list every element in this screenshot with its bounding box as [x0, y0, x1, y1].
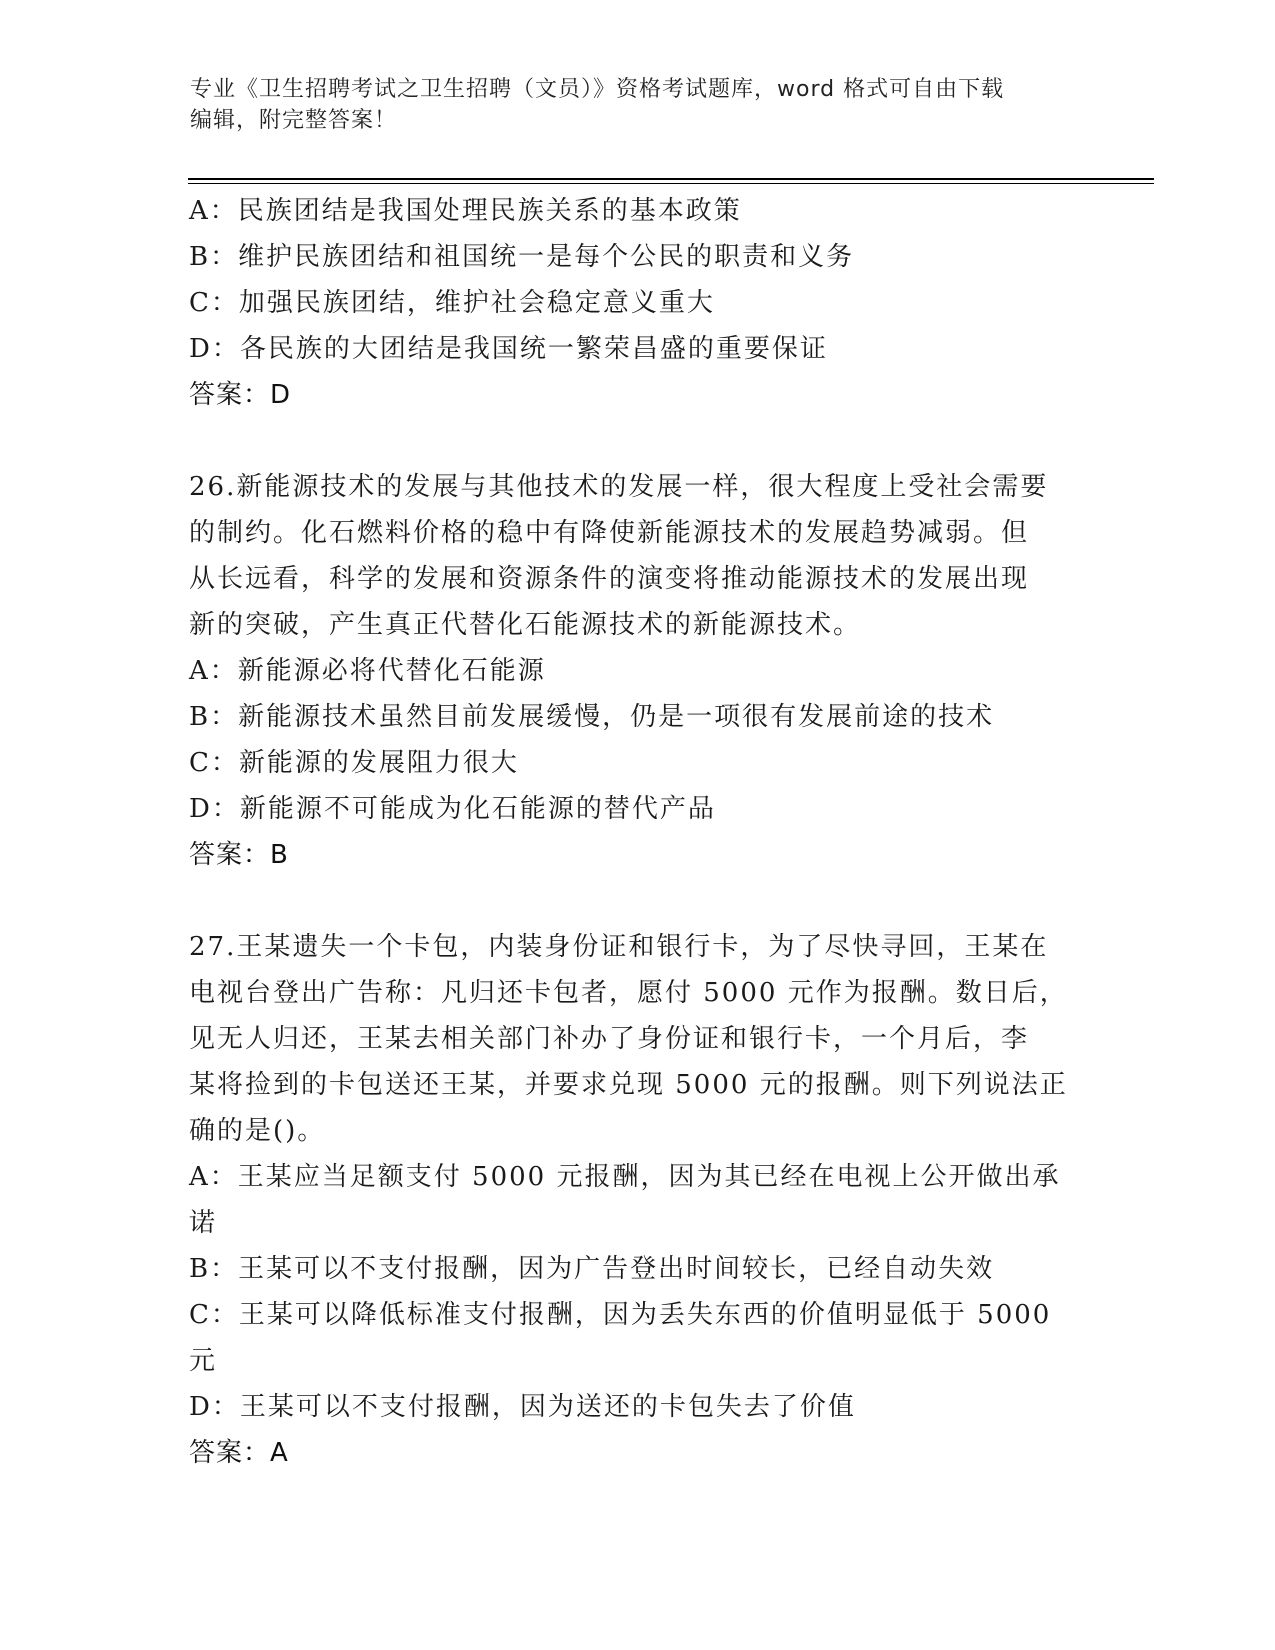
header-rule-thick: [188, 178, 1154, 180]
question-stem-line: 27.王某遗失一个卡包，内装身份证和银行卡，为了尽快寻回，王某在: [189, 932, 1049, 962]
question-stem-line: 新的突破，产生真正代替化石能源技术的新能源技术。: [189, 610, 862, 640]
header-rule-thin: [188, 183, 1154, 184]
answer-label: 答案：D: [189, 380, 292, 410]
option-b: B：维护民族团结和祖国统一是每个公民的职责和义务: [189, 242, 855, 272]
header-line-1: 专业《卫生招聘考试之卫生招聘（文员）》资格考试题库，word 格式可自由下载: [190, 77, 1005, 102]
question-list: [189, 188, 1089, 1522]
answer-label: 答案：A: [189, 1438, 289, 1468]
option-d: D：新能源不可能成为化石能源的替代产品: [189, 794, 716, 824]
option-d: D：王某可以不支付报酬，因为送还的卡包失去了价值: [189, 1392, 856, 1422]
question-26: [189, 464, 1089, 878]
option-a: A：民族团结是我国处理民族关系的基本政策: [189, 196, 742, 226]
option-b: B：新能源技术虽然目前发展缓慢，仍是一项很有发展前途的技术: [189, 702, 995, 732]
option-a-continued: 诺: [189, 1208, 218, 1238]
option-b: B：王某可以不支付报酬，因为广告登出时间较长，已经自动失效: [189, 1254, 995, 1284]
option-c: C：加强民族团结，维护社会稳定意义重大: [189, 288, 715, 318]
option-c: C：王某可以降低标准支付报酬，因为丢失东西的价值明显低于 5000: [189, 1300, 1052, 1330]
question-stem-line: 某将捡到的卡包送还王某，并要求兑现 5000 元的报酬。则下列说法正: [189, 1070, 1068, 1100]
question-stem-line: 26.新能源技术的发展与其他技术的发展一样，很大程度上受社会需要: [189, 472, 1049, 502]
question-stem-line: 从长远看，科学的发展和资源条件的演变将推动能源技术的发展出现: [189, 564, 1030, 594]
header-line-2: 编辑，附完整答案！: [190, 108, 398, 133]
option-a: A：新能源必将代替化石能源: [189, 656, 546, 686]
question-stem-line: 确的是()。: [189, 1116, 326, 1146]
question-stem-line: 见无人归还，王某去相关部门补办了身份证和银行卡，一个月后，李: [189, 1024, 1030, 1054]
question-stem-line: 的制约。化石燃料价格的稳中有降使新能源技术的发展趋势减弱。但: [189, 518, 1030, 548]
document-header: [190, 74, 1090, 136]
question-25: [189, 188, 1089, 418]
option-a: A：王某应当足额支付 5000 元报酬，因为其已经在电视上公开做出承: [189, 1162, 1061, 1192]
answer-label: 答案：B: [189, 840, 289, 870]
option-d: D：各民族的大团结是我国统一繁荣昌盛的重要保证: [189, 334, 828, 364]
question-27: [189, 924, 1089, 1476]
option-c-continued: 元: [189, 1346, 218, 1376]
question-stem-line: 电视台登出广告称：凡归还卡包者，愿付 5000 元作为报酬。数日后，: [189, 978, 1068, 1008]
option-c: C：新能源的发展阻力很大: [189, 748, 519, 778]
